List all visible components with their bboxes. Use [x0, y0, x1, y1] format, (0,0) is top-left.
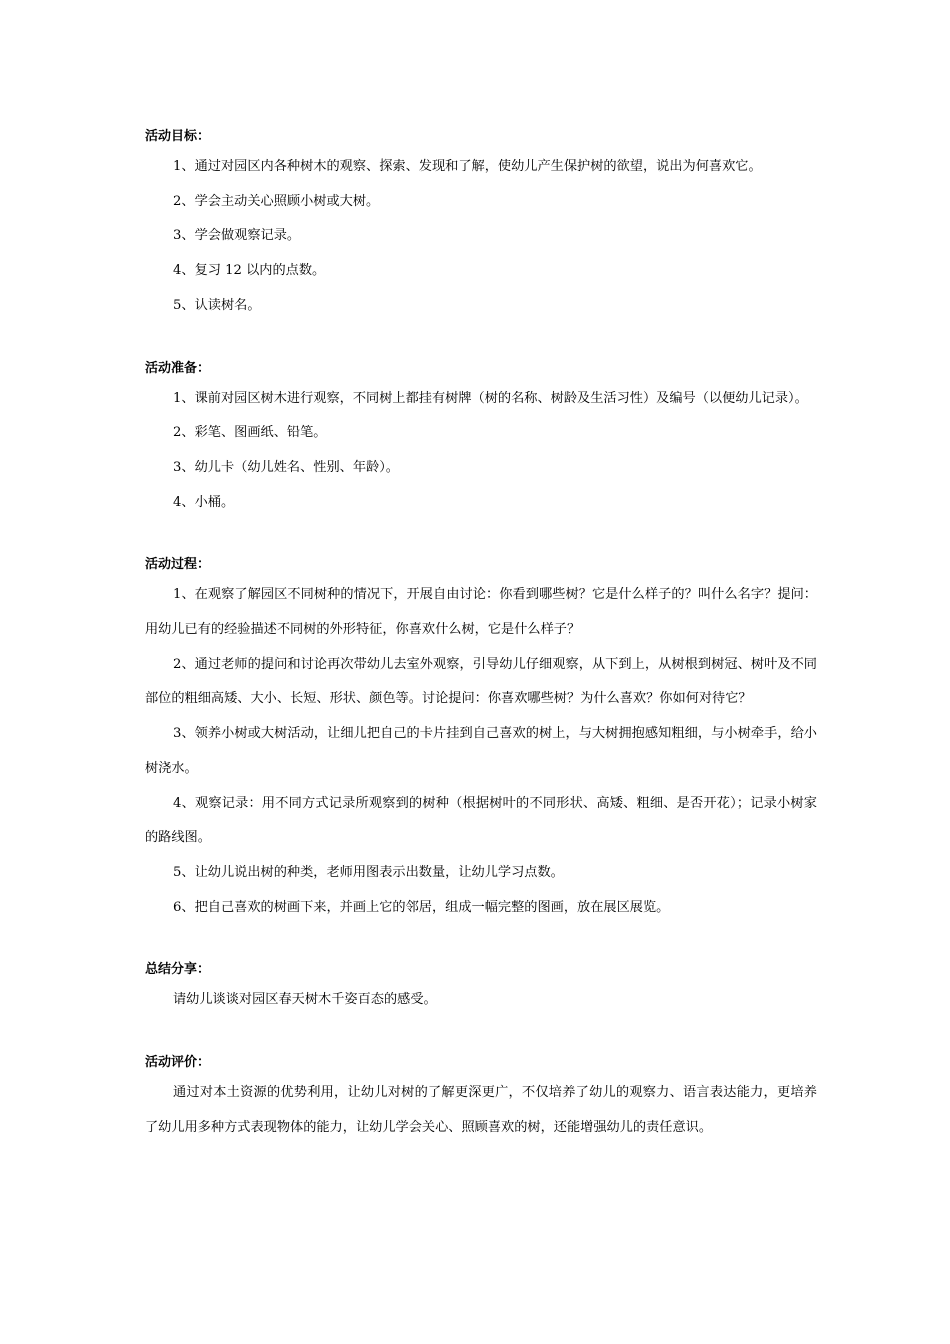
paragraph: 6、把自己喜欢的树画下来，并画上它的邻居，组成一幅完整的图画，放在展区展览。 — [173, 899, 670, 915]
paragraph: 5、让幼儿说出树的种类，老师用图表示出数量，让幼儿学习点数。 — [173, 864, 564, 880]
section-heading: 活动评价： — [145, 1055, 211, 1071]
section-process — [145, 554, 817, 925]
paragraph: 1、课前对园区树木进行观察，不同树上都挂有树牌（树的名称、树龄及生活习性）及编号（以便幼儿记录）。 — [173, 390, 808, 406]
section-heading: 活动过程： — [145, 557, 211, 573]
document-page — [145, 126, 817, 1179]
section-preparation — [145, 358, 817, 521]
section-summary — [145, 959, 817, 1018]
paragraph: 通过对本土资源的优势利用，让幼儿对树的了解更深更广，不仅培养了幼儿的观察力、语言表达能力，更培养了幼儿用多种方式表现物体的能力，让幼儿学会关心、照顾喜欢的树，还能增强幼儿的责任意识。 — [145, 1085, 817, 1135]
paragraph: 5、认读树名。 — [173, 297, 261, 313]
paragraph: 4、小桶。 — [173, 494, 235, 510]
section-evaluation — [145, 1052, 817, 1145]
paragraph: 1、通过对园区内各种树木的观察、探索、发现和了解，使幼儿产生保护树的欲望，说出为何喜欢它。 — [173, 159, 762, 174]
section-goals — [145, 126, 817, 324]
paragraph: 2、通过老师的提问和讨论再次带幼儿去室外观察，引导幼儿仔细观察，从下到上，从树根到树冠、树叶及不同部位的粗细高矮、大小、长短、形状、颜色等。讨论提问：你喜欢哪些树？为什么喜欢？你如何对待它？ — [145, 656, 817, 707]
paragraph: 1、在观察了解园区不同树种的情况下，开展自由讨论：你看到哪些树？它是什么样子的？叫什么名字？提问：用幼儿已有的经验描述不同树的外形特征，你喜欢什么树，它是什么样子？ — [145, 587, 817, 638]
section-heading: 活动目标： — [145, 129, 211, 144]
paragraph: 3、幼儿卡（幼儿姓名、性别、年龄）。 — [173, 459, 399, 475]
paragraph: 2、学会主动关心照顾小树或大树。 — [173, 193, 380, 209]
section-heading: 活动准备： — [145, 360, 211, 376]
paragraph: 请幼儿谈谈对园区春天树木千姿百态的感受。 — [173, 992, 437, 1008]
paragraph: 4、复习 12 以内的点数。 — [173, 263, 326, 279]
section-heading: 总结分享： — [145, 962, 211, 978]
paragraph: 3、领养小树或大树活动，让细儿把自己的卡片挂到自己喜欢的树上，与大树拥抱感知粗细，与小树牵手，给小树浇水。 — [145, 726, 817, 776]
paragraph: 2、彩笔、图画纸、铅笔。 — [173, 425, 327, 441]
paragraph: 3、学会做观察记录。 — [173, 228, 301, 244]
paragraph: 4、观察记录：用不同方式记录所观察到的树种（根据树叶的不同形状、高矮、粗细、是否开花）；记录小树家的路线图。 — [145, 795, 817, 846]
